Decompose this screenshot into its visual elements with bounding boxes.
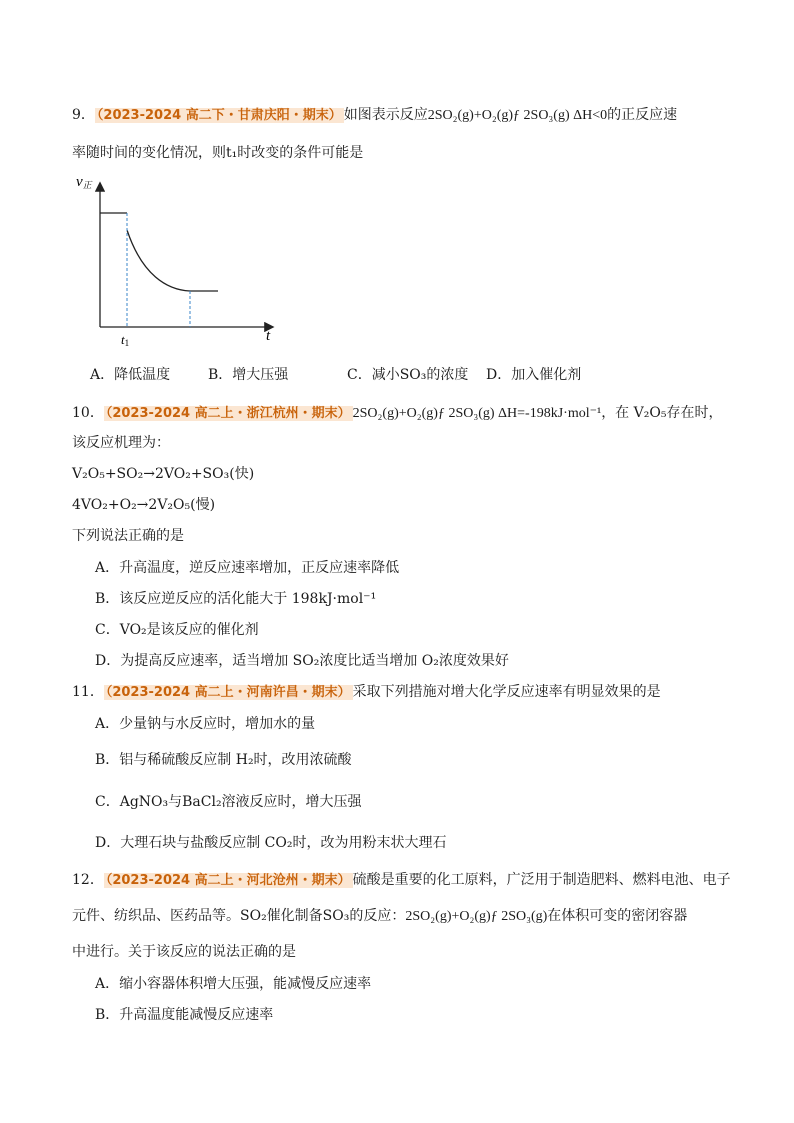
q12-source-tag: （2023-2024 高二上・河北沧州・期末） bbox=[105, 873, 351, 888]
q10-ask: 下列说法正确的是 bbox=[72, 528, 184, 544]
q12-line1 bbox=[72, 869, 731, 892]
q12-line3: 中进行。关于该反应的说法正确的是 bbox=[72, 944, 296, 960]
q12-stem-l2-pre: 元件、纺织品、医药品等。SO₂催化制备SO₃的反应： bbox=[72, 908, 406, 924]
q11-number: 11． bbox=[72, 684, 104, 700]
q9-number: 9． bbox=[72, 107, 95, 123]
q11-option-d[interactable]: D．大理石块与盐酸反应制 CO₂时，改为用粉末状大理石 bbox=[95, 835, 447, 851]
q12-line2 bbox=[72, 905, 687, 928]
q11-option-c[interactable]: C．AgNO₃与BaCl₂溶液反应时，增大压强 bbox=[95, 794, 362, 810]
q10-mechanism-step1: V₂O₅+SO₂→2VO₂+SO₃(快) bbox=[72, 466, 255, 482]
rate-time-graph bbox=[72, 170, 287, 350]
q10-number: 10． bbox=[72, 405, 104, 421]
q9-option-b[interactable]: B．增大压强 bbox=[208, 367, 289, 383]
q10-option-a[interactable]: A．升高温度，逆反应速率增加，正反应速率降低 bbox=[95, 560, 400, 576]
x-axis-label: t bbox=[266, 328, 271, 344]
q10-line2: 该反应机理为： bbox=[72, 435, 170, 451]
q10-option-c[interactable]: C．VO₂是该反应的催化剂 bbox=[95, 622, 259, 638]
q10-stem-post: ，在 V₂O₅存在时， bbox=[601, 405, 723, 421]
q10-source-tag: （2023-2024 高二上・浙江杭州・期末） bbox=[105, 406, 351, 421]
q11-option-b[interactable]: B．铝与稀硫酸反应制 H₂时，改用浓硫酸 bbox=[95, 752, 352, 768]
q11-option-a[interactable]: A．少量钠与水反应时，增加水的量 bbox=[95, 716, 316, 732]
q9-line2: 率随时间的变化情况，则t₁时改变的条件可能是 bbox=[72, 145, 364, 161]
q11-stem: 采取下列措施对增大化学反应速率有明显效果的是 bbox=[352, 684, 661, 700]
q9-equation: 2SO₂(g)+O₂(g)ƒ 2SO₃(g) ΔH<0 bbox=[427, 108, 608, 123]
q9-stem-pre: 如图表示反应 bbox=[343, 107, 428, 123]
t1-label: t1 bbox=[121, 332, 130, 348]
q12-equation: 2SO₂(g)+O₂(g)ƒ 2SO₃(g) bbox=[405, 909, 548, 924]
q10-equation: 2SO₂(g)+O₂(g)ƒ 2SO₃(g) ΔH=-198kJ·mol⁻¹ bbox=[352, 406, 602, 421]
q10-option-d[interactable]: D．为提高反应速率，适当增加 SO₂浓度比适当增加 O₂浓度效果好 bbox=[95, 653, 509, 669]
q12-option-a[interactable]: A．缩小容器体积增大压强，能减慢反应速率 bbox=[95, 976, 372, 992]
q9-source-tag: （2023-2024 高二下・甘肃庆阳・期末） bbox=[96, 108, 342, 123]
q12-number: 12． bbox=[72, 872, 104, 888]
q11-line1 bbox=[72, 681, 661, 704]
q9-stem-post: 的正反应速 bbox=[607, 107, 678, 123]
q9-option-c[interactable]: C．减小SO₃的浓度 bbox=[347, 367, 469, 383]
rate-decay-curve bbox=[127, 230, 218, 291]
q9-option-d[interactable]: D．加入催化剂 bbox=[486, 367, 582, 383]
q10-mechanism-step2: 4VO₂+O₂→2V₂O₅(慢) bbox=[72, 497, 216, 513]
q9-option-a[interactable]: A．降低温度 bbox=[90, 367, 171, 383]
q9-line1 bbox=[72, 104, 677, 127]
q10-line1 bbox=[72, 402, 722, 425]
q12-stem-l2-post: 在体积可变的密闭容器 bbox=[547, 908, 688, 924]
q10-option-b[interactable]: B．该反应逆反应的活化能大于 198kJ·mol⁻¹ bbox=[95, 591, 377, 607]
q12-option-b[interactable]: B．升高温度能减慢反应速率 bbox=[95, 1007, 274, 1023]
q11-source-tag: （2023-2024 高二上・河南许昌・期末） bbox=[105, 685, 351, 700]
q12-stem-l1: 硫酸是重要的化工原料，广泛用于制造肥料、燃料电池、电子 bbox=[352, 872, 731, 888]
y-axis-label: v正 bbox=[76, 174, 92, 190]
